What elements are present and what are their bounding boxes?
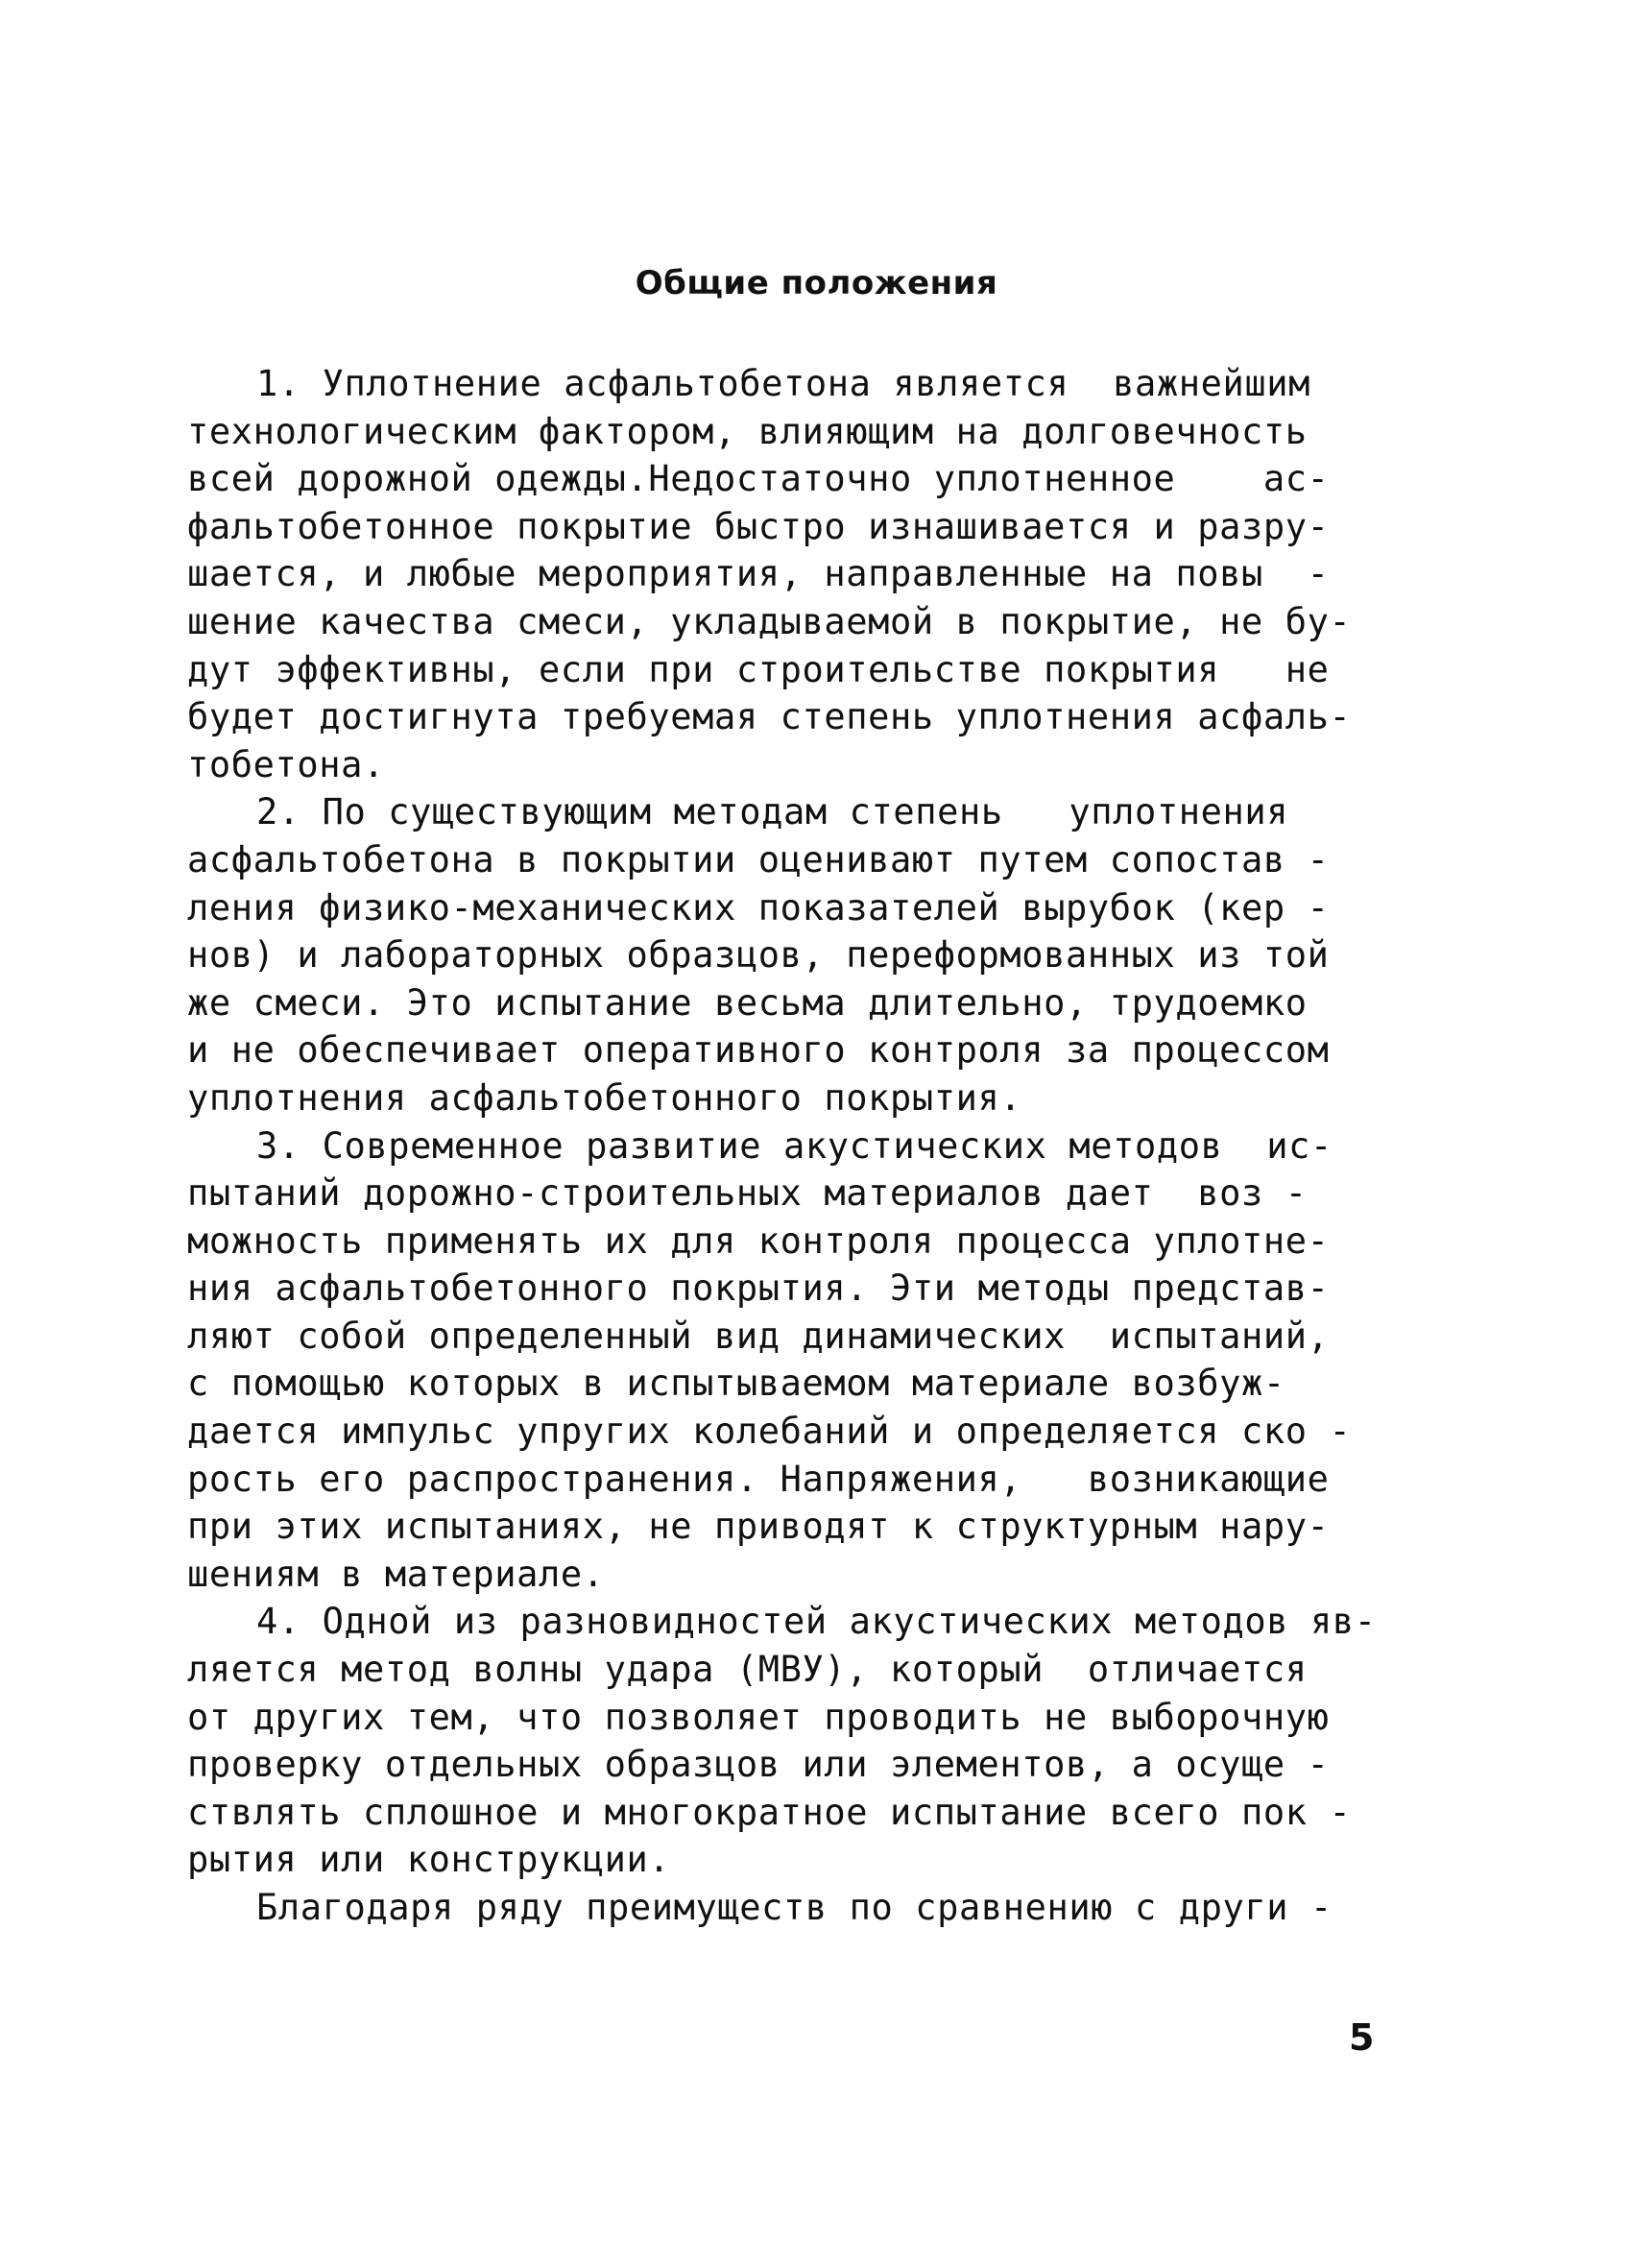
text-line: с помощью которых в испытываемом материале возбуж- bbox=[187, 1363, 1285, 1405]
section-heading: Общие положения bbox=[635, 264, 998, 302]
text-line: шение качества смеси, укладываемой в покрытие, не бу- bbox=[187, 600, 1352, 642]
text-line: 1. Уплотнение асфальтобетона является важнейшим bbox=[256, 363, 1311, 404]
body-text bbox=[187, 360, 1435, 1932]
text-line: нов) и лабораторных образцов, переформованных из той bbox=[187, 934, 1330, 977]
text-line: шается, и любые мероприятия, направленные на повы - bbox=[187, 553, 1330, 595]
text-line: и не обеспечивает оперативного контроля за процессом bbox=[187, 1029, 1330, 1072]
text-line: технологическим фактором, влияющим на долговечность bbox=[187, 410, 1308, 452]
text-line: пытаний дорожно-строительных материалов дает воз - bbox=[187, 1172, 1308, 1215]
text-line: рытия или конструкции. bbox=[187, 1839, 671, 1881]
text-line: ляется метод волны удара (МВУ), который отличается bbox=[187, 1649, 1308, 1691]
text-line: при этих испытаниях, не приводят к структурным нару- bbox=[187, 1506, 1330, 1548]
text-line: от других тем, что позволяет проводить не выборочную bbox=[187, 1696, 1330, 1738]
text-line: ния асфальтобетонного покрытия. Эти методы представ- bbox=[187, 1267, 1330, 1310]
text-line: 2. По существующим методам степень уплотнения bbox=[256, 791, 1289, 833]
text-line: 4. Одной из разновидностей акустических методов яв- bbox=[256, 1601, 1377, 1643]
text-line: ствлять сплошное и многократное испытание всего пок - bbox=[187, 1791, 1352, 1833]
text-line: ления физико-механических показателей вырубок (кер - bbox=[187, 886, 1330, 929]
text-line: можность применять их для контроля процесса уплотне- bbox=[187, 1219, 1330, 1262]
text-line: Благодаря ряду преимуществ по сравнению с други - bbox=[256, 1887, 1333, 1928]
text-line: дут эффективны, если при строительстве покрытия не bbox=[187, 648, 1330, 690]
text-line: проверку отдельных образцов или элементов, а осуще - bbox=[187, 1744, 1330, 1786]
page-number: 5 bbox=[1349, 2016, 1375, 2059]
text-line: же смеси. Это испытание весьма длительно, трудоемко bbox=[187, 981, 1308, 1024]
text-line: тобетона. bbox=[187, 743, 385, 785]
text-line: ляют собой определенный вид динамических испытаний, bbox=[187, 1315, 1330, 1357]
text-line: всей дорожной одежды.Недостаточно уплотненное ас- bbox=[187, 458, 1330, 500]
text-line: дается импульс упругих колебаний и определяется ско - bbox=[187, 1411, 1352, 1453]
text-line: будет достигнута требуемая степень уплотнения асфаль- bbox=[187, 696, 1352, 738]
text-line: асфальтобетона в покрытии оценивают путем сопостав - bbox=[187, 838, 1330, 881]
text-line: 3. Современное развитие акустических методов ис- bbox=[256, 1124, 1333, 1167]
text-line: шениям в материале. bbox=[187, 1553, 605, 1595]
text-line: уплотнения асфальтобетонного покрытия. bbox=[187, 1076, 1022, 1119]
text-line: рость его распространения. Напряжения, возникающие bbox=[187, 1458, 1330, 1500]
text-line: фальтобетонное покрытие быстро изнашивается и разру- bbox=[187, 505, 1330, 547]
